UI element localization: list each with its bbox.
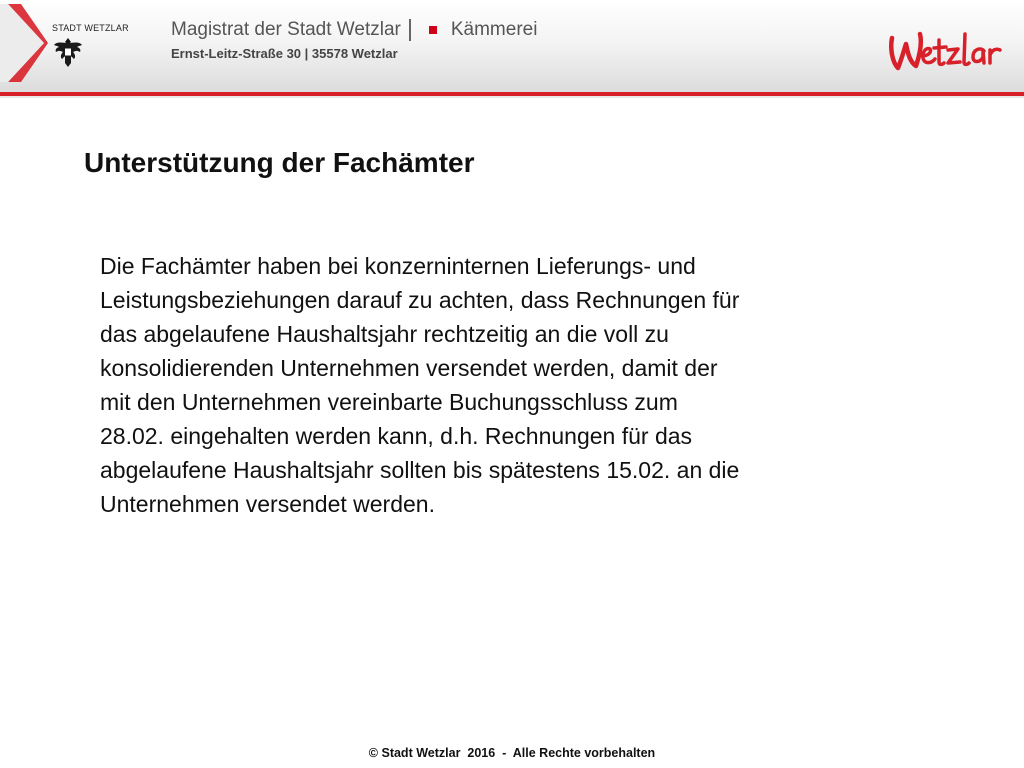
body-line: abgelaufene Haushaltsjahr sollten bis spätestens 15.02. an die <box>100 457 740 483</box>
header-shadow-line <box>0 96 1024 98</box>
chevron-right-icon <box>0 0 48 86</box>
header-bar <box>0 0 1024 92</box>
body-line: Leistungsbeziehungen darauf zu achten, dass Rechnungen für <box>100 287 740 313</box>
bullet-square-icon <box>429 26 437 34</box>
department-name: Kämmerei <box>450 19 538 40</box>
organization-line <box>171 19 537 41</box>
header-divider <box>409 19 411 41</box>
body-line: 28.02. eingehalten werden kann, d.h. Rechnungen für das <box>100 423 693 449</box>
organization-name: Magistrat der Stadt Wetzlar <box>171 19 401 40</box>
address-line: Ernst-Leitz-Straße 30 | 35578 Wetzlar <box>171 46 398 61</box>
body-line: Unternehmen versendet werden. <box>100 491 435 517</box>
body-line: Die Fachämter haben bei konzerninternen Lieferungs- und <box>100 253 696 279</box>
eagle-crest-icon <box>53 36 83 68</box>
brand-small-label: STADT WETZLAR <box>52 23 129 33</box>
wetzlar-logo <box>886 26 1006 78</box>
body-line: mit den Unternehmen vereinbarte Buchungsschluss zum <box>100 389 678 415</box>
slide-title: Unterstützung der Fachämter <box>84 147 475 178</box>
body-line: das abgelaufene Haushaltsjahr rechtzeitig an die voll zu <box>100 321 669 347</box>
slide-body-text <box>100 249 920 521</box>
body-line: konsolidierenden Unternehmen versendet werden, damit der <box>100 355 718 381</box>
footer-copyright: © Stadt Wetzlar 2016 - Alle Rechte vorbehalten <box>368 746 656 760</box>
